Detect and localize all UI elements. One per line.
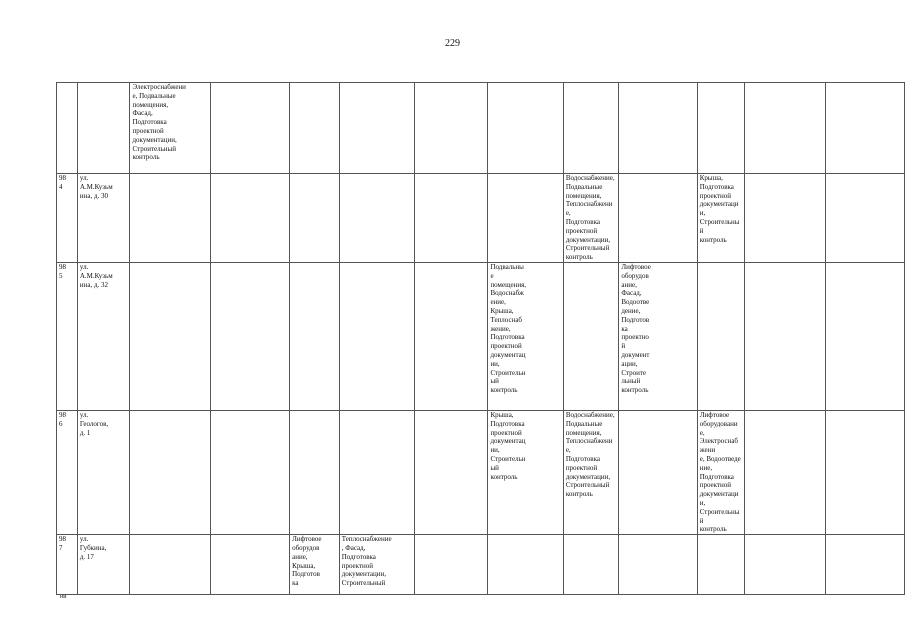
work-cell bbox=[825, 174, 904, 263]
work-cell bbox=[130, 411, 210, 535]
work-cell bbox=[745, 411, 825, 535]
work-cell bbox=[339, 83, 414, 174]
footer-mark: ни bbox=[60, 594, 67, 600]
table-row bbox=[57, 535, 905, 595]
work-cell bbox=[825, 411, 904, 535]
row-number: 98 6 bbox=[57, 411, 78, 535]
work-cell bbox=[290, 411, 340, 535]
work-cell bbox=[210, 535, 289, 595]
table-row bbox=[57, 174, 905, 263]
schedule-table bbox=[56, 82, 905, 595]
work-cell bbox=[697, 535, 745, 595]
work-cell bbox=[745, 174, 825, 263]
address-cell: ул. А.М.Кузьм ина, д. 32 bbox=[77, 263, 130, 411]
work-cell bbox=[130, 263, 210, 411]
address-cell: ул. Губкина, д. 17 bbox=[77, 535, 130, 595]
work-cell bbox=[415, 535, 488, 595]
work-cell bbox=[563, 535, 619, 595]
row-number bbox=[57, 83, 78, 174]
work-cell bbox=[745, 263, 825, 411]
work-cell bbox=[130, 174, 210, 263]
work-cell: Крыша, Подготовка проектной документац ии, Строительн ый контроль bbox=[488, 411, 563, 535]
work-cell bbox=[415, 263, 488, 411]
work-cell bbox=[825, 263, 904, 411]
address-cell bbox=[77, 83, 130, 174]
table-row bbox=[57, 411, 905, 535]
work-cell bbox=[697, 83, 745, 174]
work-cell bbox=[563, 83, 619, 174]
row-number: 98 5 bbox=[57, 263, 78, 411]
work-cell bbox=[825, 83, 904, 174]
work-cell bbox=[130, 535, 210, 595]
work-cell: Водоснабжение, Подвальные помещения, Теплоснабжение, Подготовка проектной документации, Строительный контроль bbox=[563, 174, 619, 263]
work-cell bbox=[339, 263, 414, 411]
work-cell: Теплоснабжение , Фасад, Подготовка проектной документации, Строительный bbox=[339, 535, 414, 595]
work-cell bbox=[290, 263, 340, 411]
work-cell bbox=[488, 174, 563, 263]
work-cell bbox=[619, 83, 697, 174]
work-cell bbox=[339, 174, 414, 263]
work-cell bbox=[619, 174, 697, 263]
table-row bbox=[57, 83, 905, 174]
address-cell: ул. А.М.Кузьм ина, д. 30 bbox=[77, 174, 130, 263]
work-cell bbox=[825, 535, 904, 595]
work-cell: Лифтовое оборудов ание, Фасад, Водоотве дение, Подготов ка проектно й документ ации, Строите льный контроль bbox=[619, 263, 697, 411]
work-cell: Подвальны е помещения, Водоснабж ение, Крыша, Теплоснаб жение, Подготовка проектной документац ии, Строительн ый контроль bbox=[488, 263, 563, 411]
work-cell: Электроснабжени е, Подвальные помещения, Фасад, Подготовка проектной документации, Строительный контроль bbox=[130, 83, 210, 174]
work-cell bbox=[415, 174, 488, 263]
work-cell bbox=[697, 263, 745, 411]
work-cell bbox=[210, 263, 289, 411]
work-cell bbox=[210, 411, 289, 535]
work-cell bbox=[745, 535, 825, 595]
work-cell bbox=[290, 174, 340, 263]
address-cell: ул. Геологов, д. 1 bbox=[77, 411, 130, 535]
work-cell: Лифтовое оборудов ание, Крыша, Подготов ка bbox=[290, 535, 340, 595]
work-cell: Лифтовое оборудование, Электроснабжени е, Водоотведение, Подготовка проектной документации, Строительный контроль bbox=[697, 411, 745, 535]
table-row bbox=[57, 263, 905, 411]
work-cell: Крыша, Подготовка проектной документации, Строительный контроль bbox=[697, 174, 745, 263]
work-cell bbox=[415, 83, 488, 174]
row-number: 98 7 bbox=[57, 535, 78, 595]
work-cell: Водоснабжение, Подвальные помещения, Теплоснабжение, Подготовка проектной документации, Строительный контроль bbox=[563, 411, 619, 535]
work-cell bbox=[563, 263, 619, 411]
work-cell bbox=[619, 535, 697, 595]
work-cell bbox=[619, 411, 697, 535]
work-cell bbox=[210, 174, 289, 263]
row-number: 98 4 bbox=[57, 174, 78, 263]
work-cell bbox=[290, 83, 340, 174]
work-cell bbox=[339, 411, 414, 535]
work-cell bbox=[415, 411, 488, 535]
work-cell bbox=[210, 83, 289, 174]
work-cell bbox=[488, 535, 563, 595]
page-number: 229 bbox=[445, 38, 460, 49]
work-cell bbox=[745, 83, 825, 174]
work-cell bbox=[488, 83, 563, 174]
